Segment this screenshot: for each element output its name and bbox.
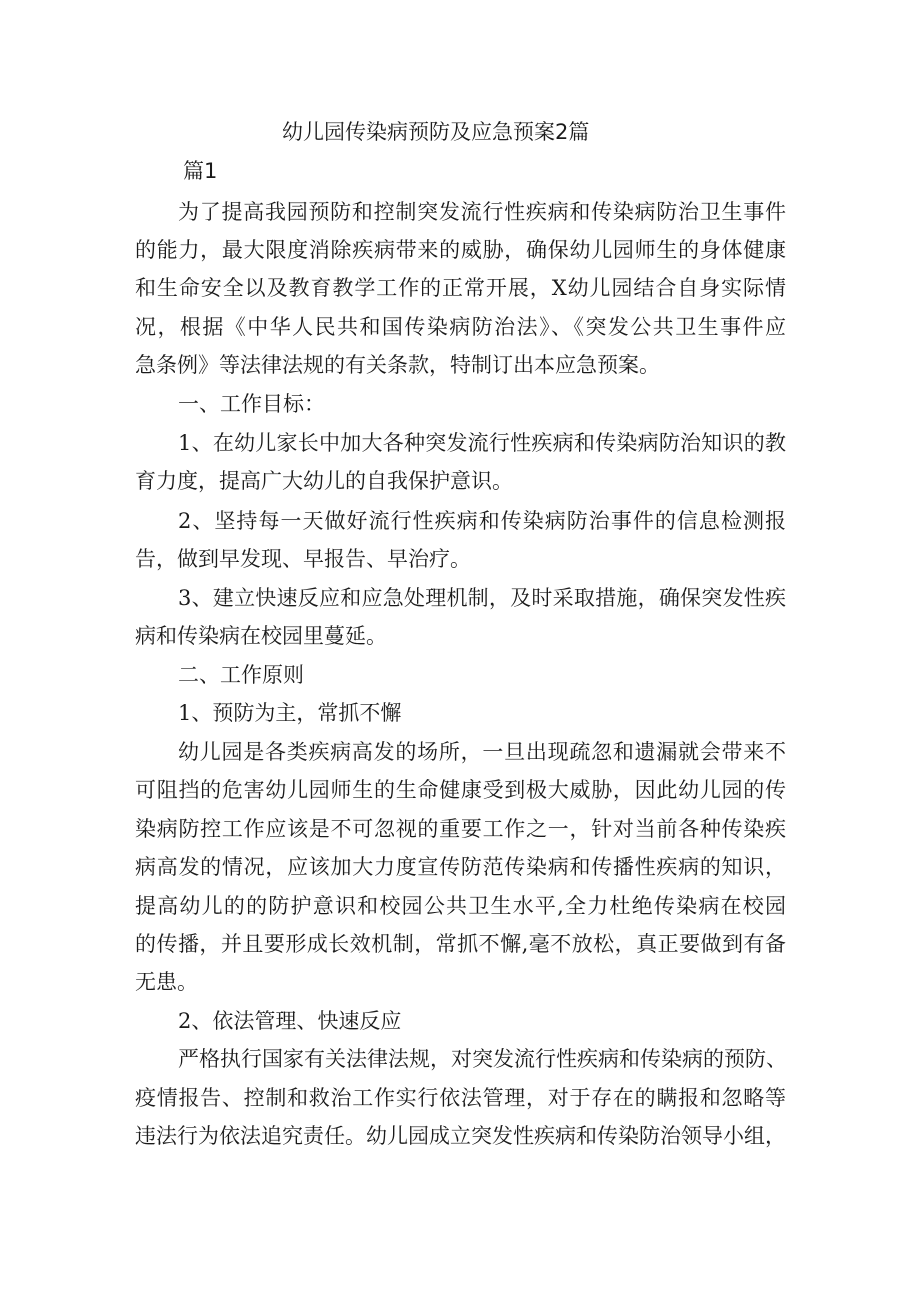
paragraph-line: 病高发的情况，应该加大力度宣传防范传染病和传播性疾病的知识，	[135, 855, 786, 879]
section-heading: 一、工作目标：	[178, 392, 325, 416]
document-title: 幼儿园传染病预防及应急预案2篇	[282, 120, 590, 144]
paragraph-line: 幼儿园是各类疾病高发的场所，一旦出现疏忽和遗漏就会带来不	[178, 740, 786, 764]
paragraph-line: 病和传染病在校园里蔓延。	[135, 624, 387, 648]
section-heading: 二、工作原则	[178, 663, 304, 687]
paragraph-line: 为了提高我园预防和控制突发流行性疾病和传染病防治卫生事件	[178, 200, 786, 224]
subsection-heading: 1、预防为主，常抓不懈	[178, 701, 402, 725]
paragraph-line: 的能力，最大限度消除疾病带来的威胁，确保幼儿园师生的身体健康	[135, 238, 786, 262]
subsection-heading: 2、依法管理、快速反应	[178, 1009, 402, 1033]
paragraph-line: 的传播，并且要形成长效机制，常抓不懈,毫不放松，真正要做到有备	[135, 932, 786, 956]
paragraph-line: 3、建立快速反应和应急处理机制，及时采取措施，确保突发性疾	[178, 586, 786, 610]
paragraph-line: 染病防控工作应该是不可忽视的重要工作之一，针对当前各种传染疾	[135, 817, 786, 841]
paragraph-line: 严格执行国家有关法律法规，对突发流行性疾病和传染病的预防、	[178, 1047, 787, 1071]
paragraph-line: 告，做到早发现、早报告、早治疗。	[135, 547, 471, 571]
paragraph-line: 育力度，提高广大幼儿的自我保护意识。	[135, 469, 513, 493]
paragraph-line: 可阻挡的危害幼儿园师生的生命健康受到极大威胁，因此幼儿园的传	[135, 778, 786, 802]
paragraph-line: 提高幼儿的的防护意识和校园公共卫生水平,全力杜绝传染病在校园	[135, 894, 786, 918]
paragraph-line: 疫情报告、控制和救治工作实行依法管理，对于存在的瞒报和忽略等	[135, 1086, 786, 1110]
paragraph-line: 违法行为依法追究责任。幼儿园成立突发性疾病和传染防治领导小组，	[135, 1124, 786, 1148]
paragraph-line: 1、在幼儿家长中加大各种突发流行性疾病和传染病防治知识的教	[178, 431, 786, 455]
section-label: 篇1	[183, 159, 218, 183]
paragraph-line: 和生命安全以及教育教学工作的正常开展，X幼儿园结合自身实际情	[135, 276, 786, 300]
paragraph-line: 况，根据《中华人民共和国传染病防治法》、《突发公共卫生事件应	[135, 315, 786, 339]
paragraph-line: 无患。	[135, 970, 198, 994]
paragraph-line: 2、坚持每一天做好流行性疾病和传染病防治事件的信息检测报	[178, 509, 786, 533]
paragraph-line: 急条例》等法律法规的有关条款，特制订出本应急预案。	[135, 353, 660, 377]
